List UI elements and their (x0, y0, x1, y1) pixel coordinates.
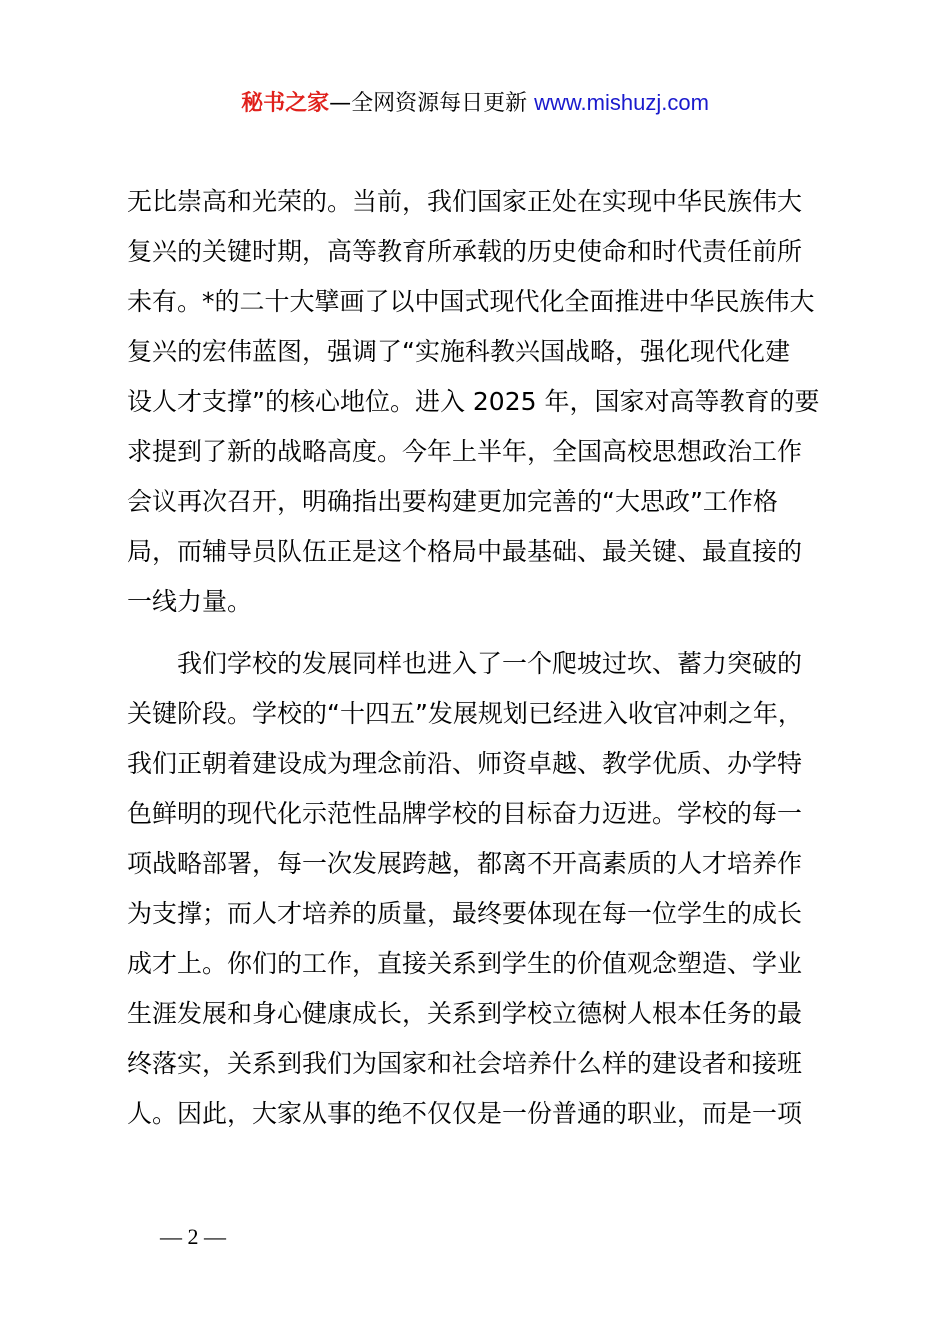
text-line: 局，而辅导员队伍正是这个格局中最基础、最关键、最直接的 (127, 537, 803, 566)
text-line: 会议再次召开，明确指出要构建更加完善的“大思政”工作格 (127, 487, 778, 516)
site-url-link[interactable]: www.mishuzj.com (534, 90, 709, 115)
text-line: 复兴的关键时期，高等教育所承载的历史使命和时代责任前所 (127, 237, 803, 266)
text-line: 一线力量。 (127, 587, 253, 616)
text-line: 人。因此，大家从事的绝不仅仅是一份普通的职业，而是一项 (127, 1099, 803, 1128)
header-slogan: —全网资源每日更新 (329, 91, 535, 116)
text-line: 求提到了新的战略高度。今年上半年，全国高校思想政治工作 (127, 437, 803, 466)
text-line: 未有。*的二十大擘画了以中国式现代化全面推进中华民族伟大 (127, 287, 815, 316)
brand-name: 秘书之家 (241, 91, 330, 116)
text-line-indented: 我们学校的发展同样也进入了一个爬坡过坎、蓄力突破的 (177, 649, 803, 678)
text-line: 无比崇高和光荣的。当前，我们国家正处在实现中华民族伟大 (127, 187, 803, 216)
site-header (0, 88, 950, 119)
text-line: 我们正朝着建设成为理念前沿、师资卓越、教学优质、办学特 (127, 749, 803, 778)
page-number: — 2 — (160, 1224, 226, 1249)
paragraph-2 (127, 639, 833, 1139)
text-line: 设人才支撑”的核心地位。进入 2025 年，国家对高等教育的要 (127, 387, 820, 416)
text-line: 项战略部署，每一次发展跨越，都离不开高素质的人才培养作 (127, 849, 803, 878)
text-line: 终落实，关系到我们为国家和社会培养什么样的建设者和接班 (127, 1049, 803, 1078)
text-line: 生涯发展和身心健康成长，关系到学校立德树人根本任务的最 (127, 999, 803, 1028)
text-line: 成才上。你们的工作，直接关系到学生的价值观念塑造、学业 (127, 949, 803, 978)
text-line: 色鲜明的现代化示范性品牌学校的目标奋力迈进。学校的每一 (127, 799, 803, 828)
text-line: 复兴的宏伟蓝图，强调了“实施科教兴国战略，强化现代化建 (127, 337, 790, 366)
paragraph-1 (127, 177, 833, 627)
paragraph-spacer (127, 627, 833, 639)
text-line: 为支撑；而人才培养的质量，最终要体现在每一位学生的成长 (127, 899, 803, 928)
text-line: 关键阶段。学校的“十四五”发展规划已经进入收官冲刺之年， (127, 699, 803, 728)
document-body (127, 177, 833, 1139)
